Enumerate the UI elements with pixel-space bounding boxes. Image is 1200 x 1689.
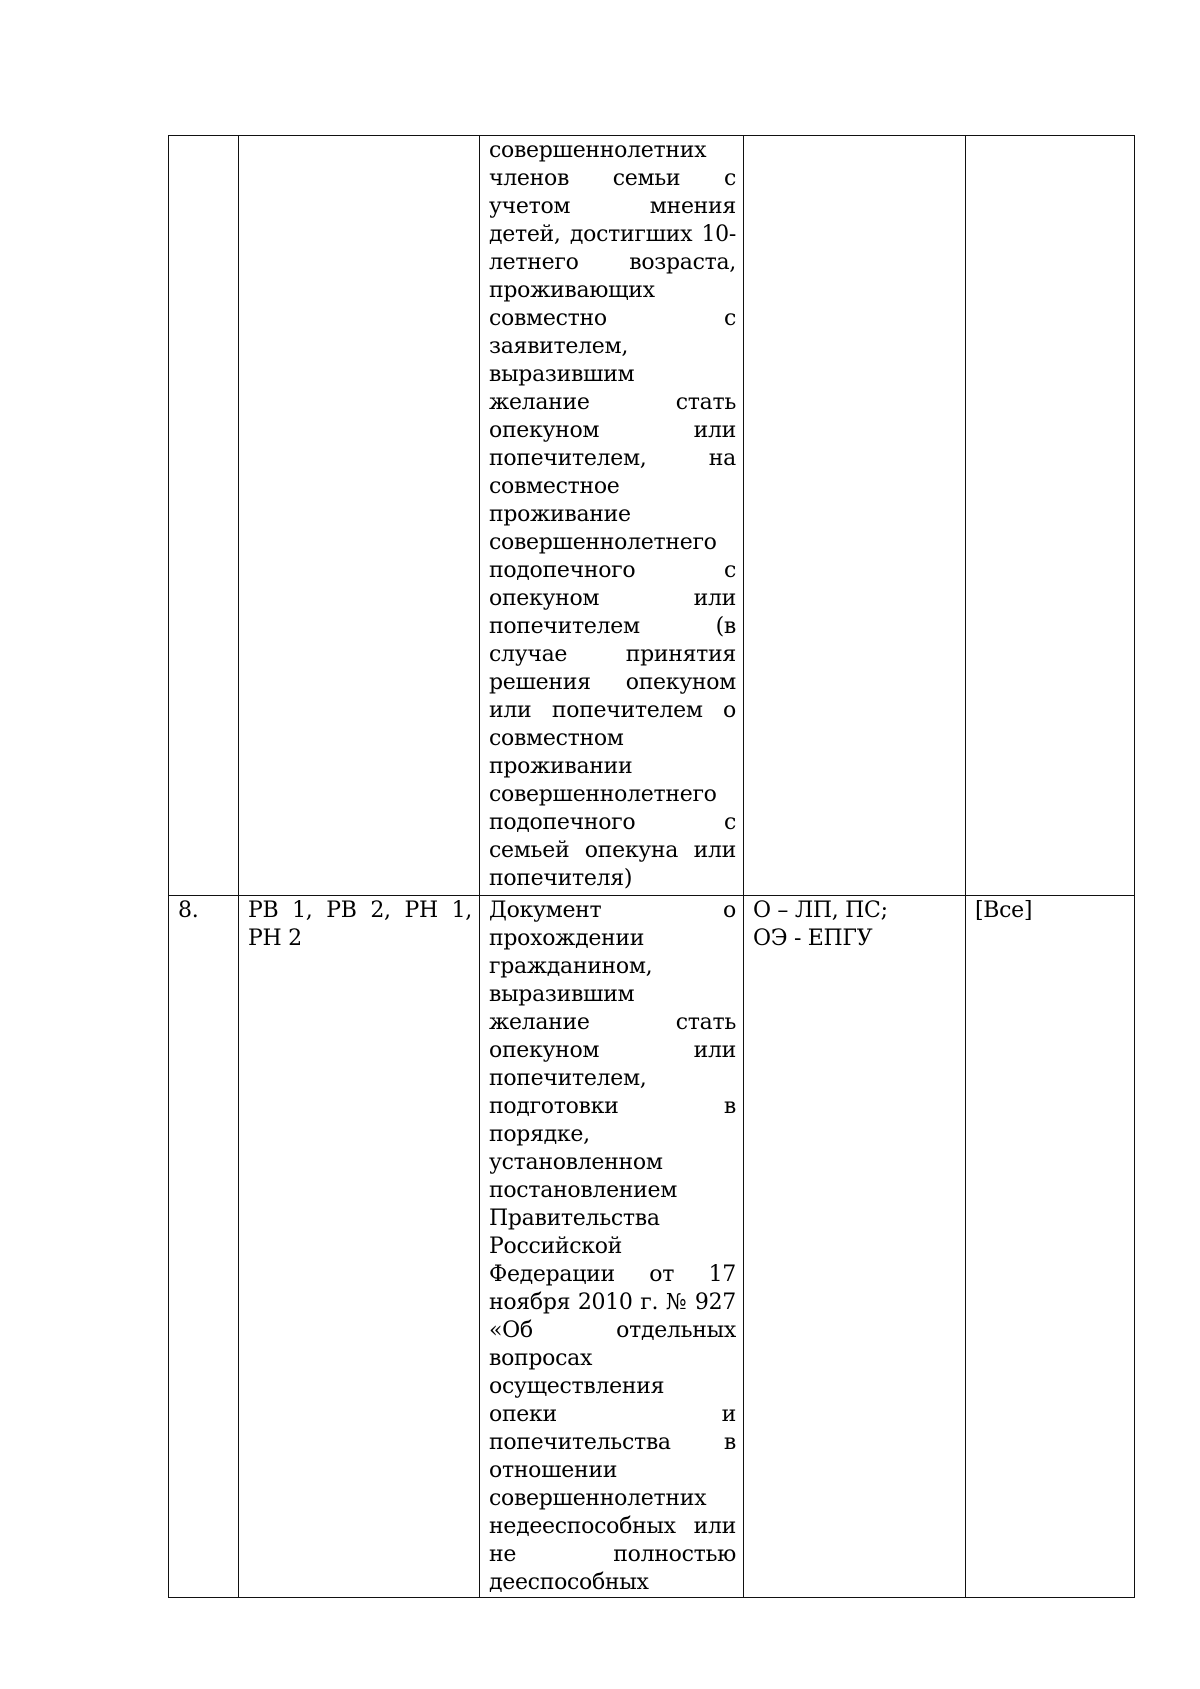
text-line: летнего возраста, <box>489 250 736 275</box>
text-line: выразившим <box>489 982 635 1007</box>
text-line: проживающих <box>489 278 655 303</box>
text-line: или попечителем о <box>489 698 736 723</box>
cell-number <box>169 136 239 896</box>
text-line: проживание <box>489 502 631 527</box>
text-line: совместном <box>489 726 624 751</box>
text-line: совместное <box>489 474 620 499</box>
text-line: заявителем, <box>489 334 629 359</box>
text-line: осуществления <box>489 1374 665 1399</box>
text-line: детей, достигших 10- <box>489 222 736 247</box>
text-line: не полностью <box>489 1542 736 1567</box>
text-line: проживании <box>489 754 633 779</box>
cell-number: 8. <box>169 896 239 1598</box>
text-line: попечительства в <box>489 1430 736 1455</box>
text-line: Российской <box>489 1234 622 1259</box>
cell-description <box>480 896 744 1598</box>
text-line: Федерации от 17 <box>489 1262 736 1287</box>
text-line: подготовки в <box>489 1094 736 1119</box>
text-line: постановлением <box>489 1178 678 1203</box>
text-line: опекуном или <box>489 1038 736 1063</box>
text-line: желание стать <box>489 390 736 415</box>
text-line: совершеннолетнего <box>489 782 717 807</box>
description-text <box>489 137 736 893</box>
cell-codes <box>239 136 480 896</box>
cell-submission <box>744 896 966 1598</box>
cell-applicability <box>966 136 1135 896</box>
description-text <box>489 897 736 1597</box>
text-line: отношении <box>489 1458 618 1483</box>
text-line: Документ о <box>489 898 736 923</box>
cell-codes <box>239 896 480 1598</box>
text-line: решения опекуном <box>489 670 736 695</box>
table-row-8 <box>169 896 1135 1598</box>
text-line: попечителем, на <box>489 446 736 471</box>
codes-text <box>248 897 472 953</box>
text-line: попечителя) <box>489 866 633 891</box>
text-line: совместно с <box>489 306 736 331</box>
text-line: совершеннолетних <box>489 138 707 163</box>
text-line: РН 2 <box>248 926 302 951</box>
cell-applicability: [Все] <box>966 896 1135 1598</box>
text-line: случае принятия <box>489 642 736 667</box>
text-line: прохождении <box>489 926 645 951</box>
text-line: установленном <box>489 1150 663 1175</box>
text-line: попечителем (в <box>489 614 736 639</box>
text-line: РВ 1, РВ 2, РН 1, <box>248 898 472 923</box>
text-line: опеки и <box>489 1402 736 1427</box>
text-line: желание стать <box>489 1010 736 1035</box>
text-line: семьей опекуна или <box>489 838 736 863</box>
text-line: ОЭ - ЕПГУ <box>753 926 873 951</box>
text-line: Правительства <box>489 1206 660 1231</box>
text-line: ноября 2010 г. № 927 <box>489 1290 736 1315</box>
text-line: совершеннолетнего <box>489 530 717 555</box>
text-line: вопросах <box>489 1346 593 1371</box>
text-line: О – ЛП, ПС; <box>753 898 888 923</box>
cell-submission <box>744 136 966 896</box>
text-line: гражданином, <box>489 954 653 979</box>
text-line: выразившим <box>489 362 635 387</box>
text-line: опекуном или <box>489 418 736 443</box>
text-line: дееспособных <box>489 1570 649 1595</box>
text-line: попечителем, <box>489 1066 647 1091</box>
text-line: подопечного с <box>489 558 736 583</box>
table-row-continuation <box>169 136 1135 896</box>
text-line: совершеннолетних <box>489 1486 707 1511</box>
text-line: членов семьи с <box>489 166 736 191</box>
text-line: опекуном или <box>489 586 736 611</box>
text-line: порядке, <box>489 1122 590 1147</box>
text-line: подопечного с <box>489 810 736 835</box>
cell-description <box>480 136 744 896</box>
text-line: учетом мнения <box>489 194 736 219</box>
text-line: недееспособных или <box>489 1514 736 1539</box>
submission-text <box>753 897 958 953</box>
text-line: «Об отдельных <box>489 1318 736 1343</box>
requirements-table <box>168 135 1135 1598</box>
